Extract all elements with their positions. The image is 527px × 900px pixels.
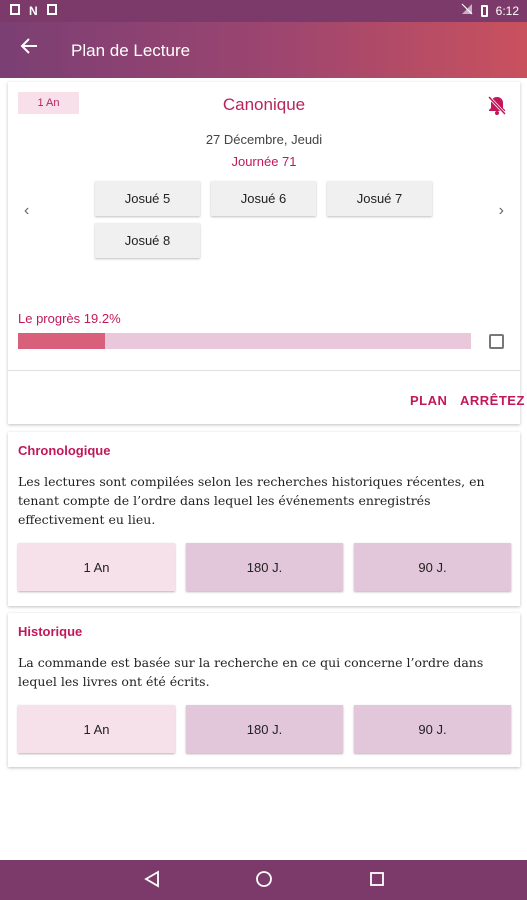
battery-icon bbox=[481, 5, 488, 17]
reading-chip[interactable]: Josué 5 bbox=[95, 181, 200, 216]
section-description: Les lectures sont compilées selon les recherches historiques récentes, en tenant compte de l’ordre dans lequel les événements enregistrés effectivement eu lieu. bbox=[18, 474, 485, 527]
plan-title: Canonique bbox=[222, 95, 306, 114]
progress-label: Le progrès 19.2% bbox=[18, 311, 121, 326]
divider bbox=[8, 370, 520, 371]
back-triangle-icon[interactable] bbox=[144, 870, 160, 893]
section-title: Historique bbox=[18, 624, 83, 639]
plan-button[interactable]: PLAN bbox=[410, 393, 448, 408]
no-signal-icon bbox=[461, 3, 473, 18]
arrow-left-icon[interactable] bbox=[20, 35, 38, 61]
progress-bar bbox=[18, 333, 471, 349]
option-180-days-button[interactable]: 180 J. bbox=[186, 705, 343, 753]
section-title: Chronologique bbox=[18, 443, 111, 458]
chronological-plan-card bbox=[8, 432, 520, 606]
page-title: Plan de Lecture bbox=[71, 41, 191, 60]
n-notification-icon: N bbox=[29, 4, 38, 18]
home-circle-icon[interactable] bbox=[255, 870, 273, 893]
reading-chip[interactable]: Josué 7 bbox=[327, 181, 432, 216]
notifications-off-icon[interactable] bbox=[486, 94, 508, 116]
reading-day: Journée 71 bbox=[231, 154, 297, 169]
stop-button[interactable]: ARRÊTEZ bbox=[460, 393, 525, 408]
app-notification-icon bbox=[47, 4, 57, 15]
notification-icon bbox=[10, 4, 20, 15]
reading-chip[interactable]: Josué 8 bbox=[95, 223, 200, 258]
option-1-year-button[interactable]: 1 An bbox=[18, 705, 175, 753]
section-description: La commande est basée sur la recherche en ce qui concerne l’ordre dans lequel les livres ont été écrits. bbox=[18, 655, 484, 689]
recents-square-icon[interactable] bbox=[369, 870, 385, 893]
option-180-days-button[interactable]: 180 J. bbox=[186, 543, 343, 591]
option-1-year-button[interactable]: 1 An bbox=[18, 543, 175, 591]
historical-plan-card bbox=[8, 613, 520, 767]
reading-date: 27 Décembre, Jeudi bbox=[205, 132, 323, 147]
next-day-icon[interactable]: › bbox=[498, 202, 504, 219]
status-bar bbox=[0, 0, 527, 22]
app-bar bbox=[0, 22, 527, 78]
status-time: 6:12 bbox=[495, 3, 519, 18]
system-navigation-bar bbox=[0, 860, 527, 900]
current-plan-card bbox=[8, 82, 525, 424]
plan-duration-badge: 1 An bbox=[18, 92, 79, 114]
option-90-days-button[interactable]: 90 J. bbox=[354, 705, 511, 753]
completed-checkbox[interactable] bbox=[489, 334, 504, 349]
reading-chip[interactable]: Josué 6 bbox=[211, 181, 316, 216]
previous-day-icon[interactable]: ‹ bbox=[24, 202, 30, 219]
option-90-days-button[interactable]: 90 J. bbox=[354, 543, 511, 591]
progress-fill bbox=[18, 333, 105, 349]
